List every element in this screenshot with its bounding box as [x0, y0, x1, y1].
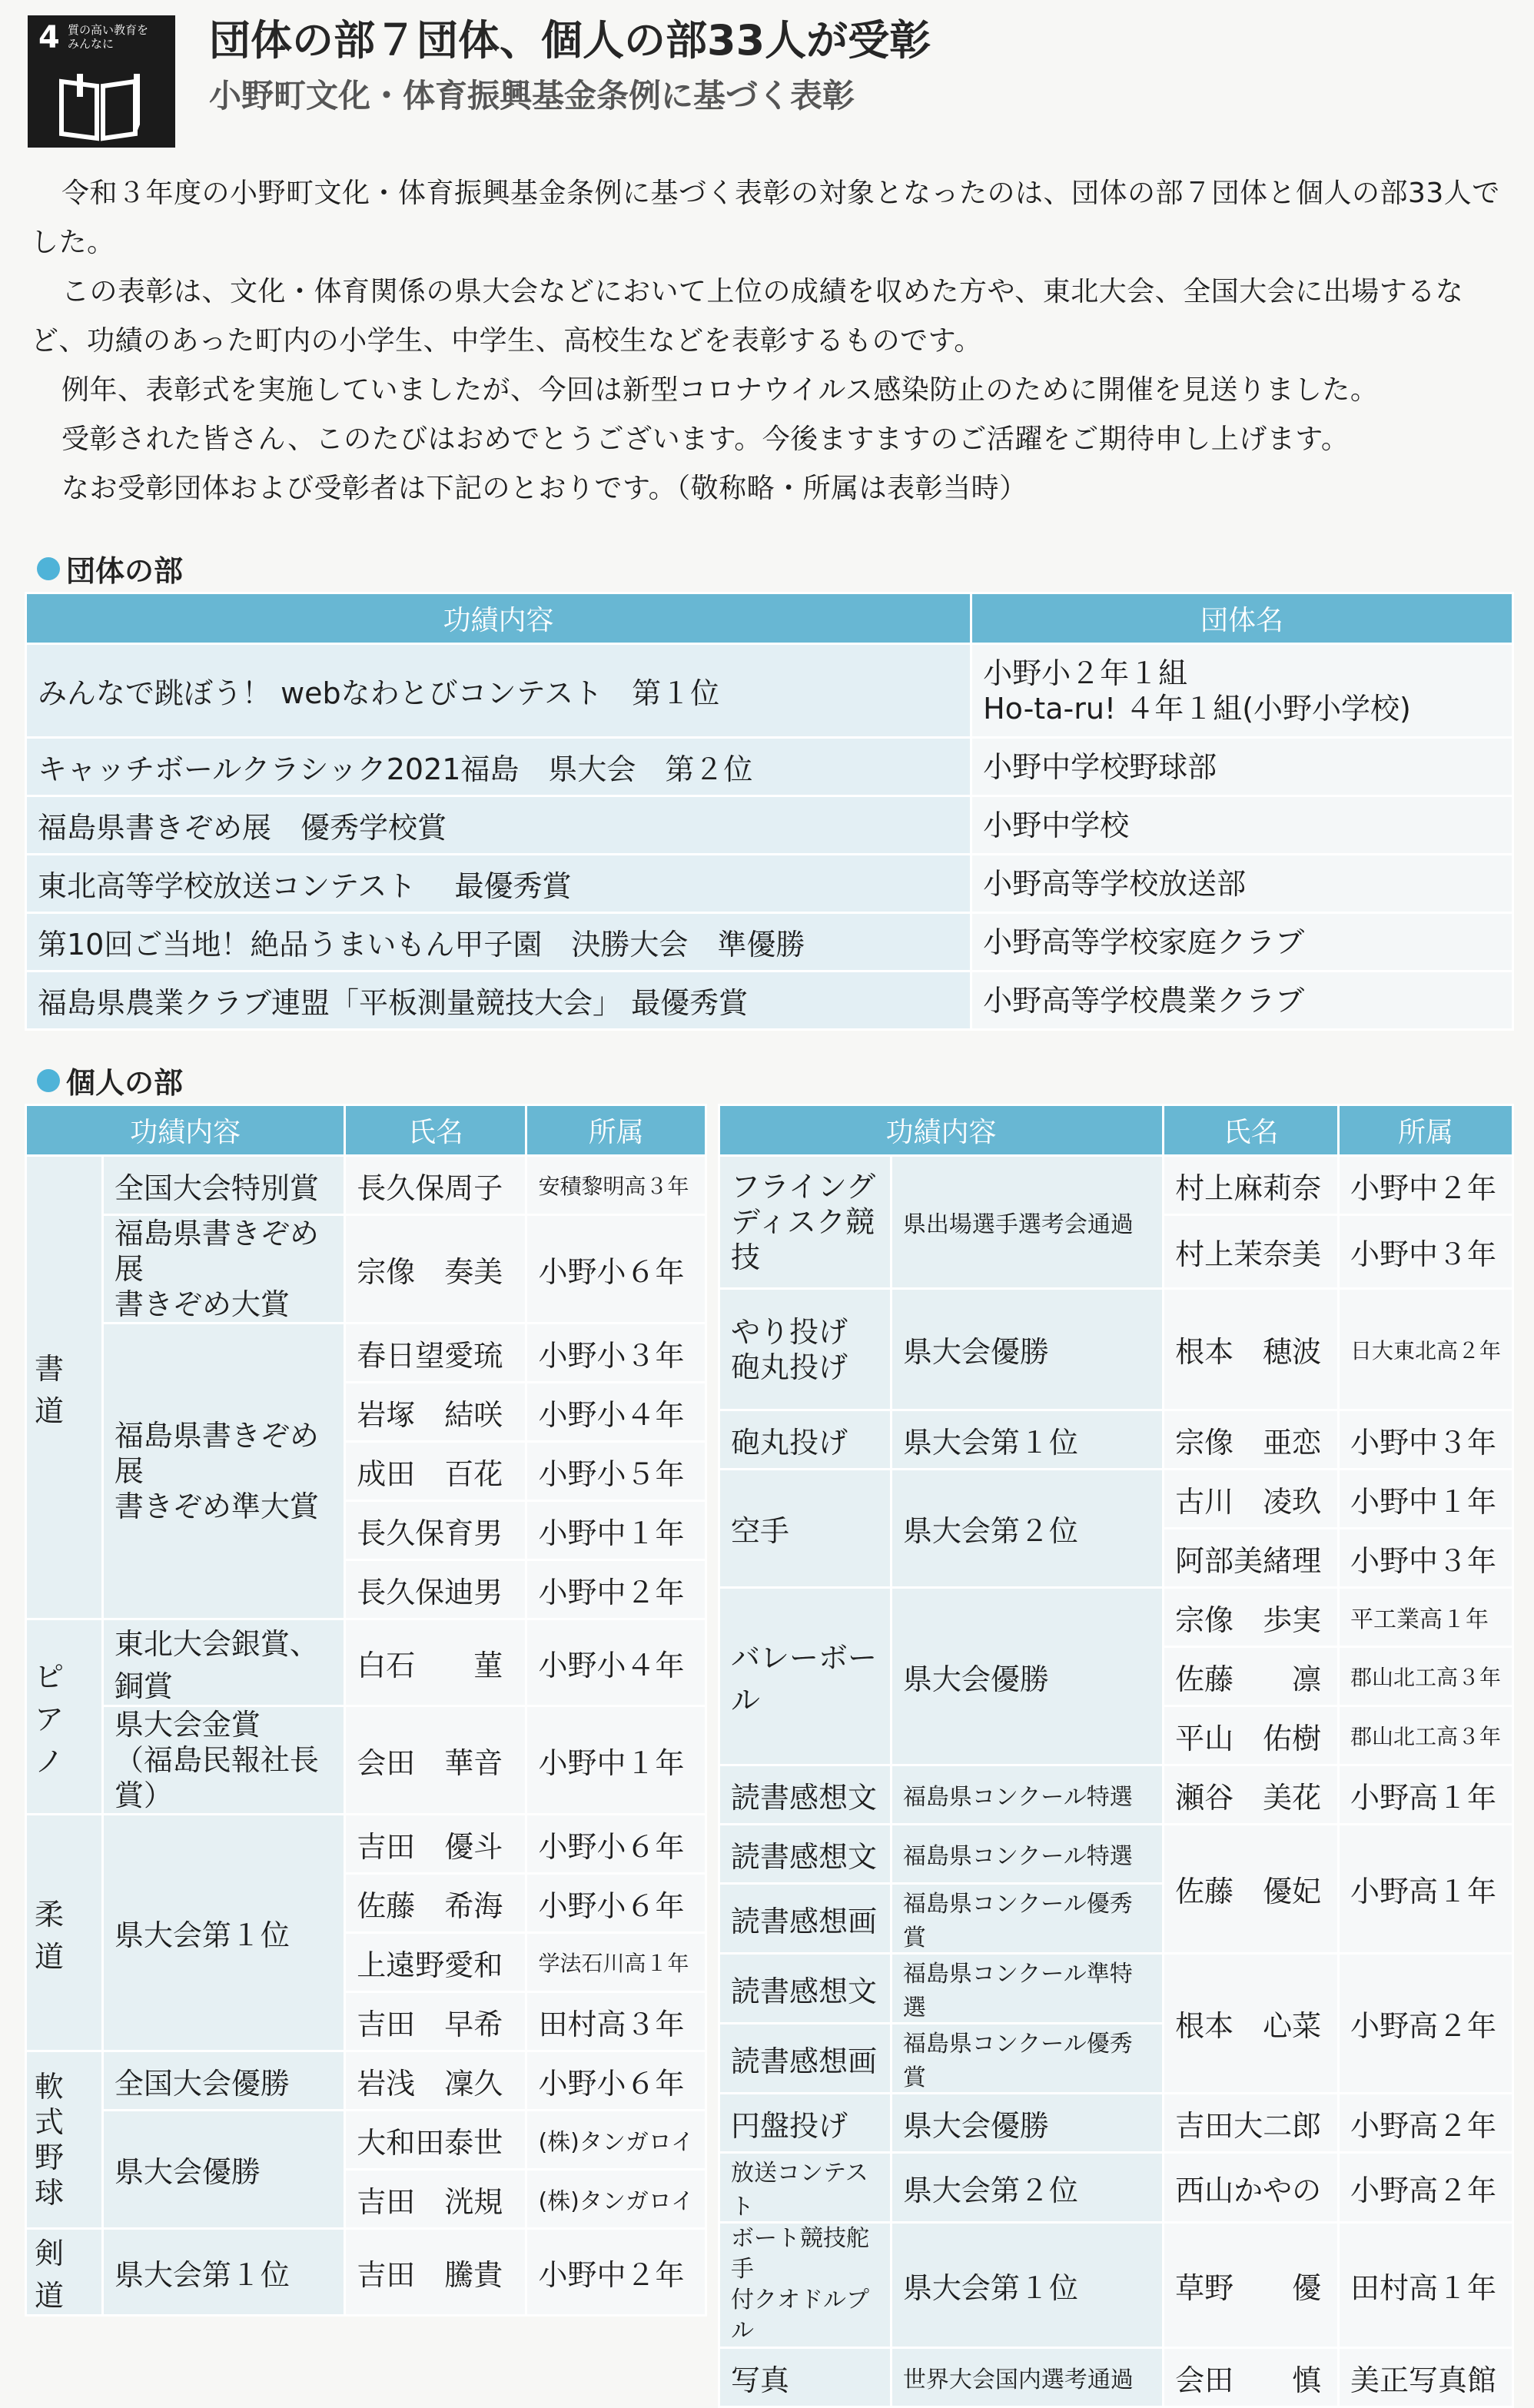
table-row [719, 1289, 1513, 1410]
col-header-achievement: 功績内容 [26, 1105, 345, 1156]
school-cell: 小野中１年 [526, 1501, 706, 1560]
result-cell: 県出場選手選考会通過 [891, 1156, 1163, 1289]
school-cell: 小野小６年 [526, 2051, 706, 2111]
table-row [719, 2153, 1513, 2223]
name-cell: 古川 凌玖 [1164, 1470, 1339, 1529]
table-row [26, 1324, 706, 1383]
table-header-row [719, 1105, 1513, 1156]
event-cell: 読書感想画 [719, 1884, 892, 1954]
school-cell: 小野小６年 [526, 1215, 706, 1324]
name-cell: 会田 慎 [1164, 2348, 1339, 2407]
name-cell: 平山 佑樹 [1164, 1706, 1339, 1765]
table-row [26, 1619, 706, 1706]
col-header-name: 氏名 [1164, 1105, 1339, 1156]
table-row [26, 2229, 706, 2316]
result-cell: 県大会第２位 [891, 2153, 1163, 2223]
intro-paragraph: 例年、表彰式を実施していましたが、今回は新型コロナウイルス感染防止のために開催を見送りました。 [61, 374, 1379, 406]
event-cell: 放送コンテスト [719, 2153, 892, 2223]
event-cell: バレーボール [719, 1588, 892, 1765]
name-cell: 岩塚 結咲 [345, 1383, 526, 1442]
table-row [26, 1156, 706, 1215]
page-title: 団体の部７団体、個人の部33人が受彰 [209, 16, 931, 65]
category-cell: 剣道 [26, 2229, 103, 2316]
name-cell: 吉田大二郎 [1164, 2094, 1339, 2153]
school-cell: 小野中２年 [526, 2229, 706, 2316]
school-cell: 小野小３年 [526, 1324, 706, 1383]
school-cell: 田村高１年 [1338, 2223, 1512, 2348]
achievement-cell: 福島県農業クラブ連盟「平板測量競技大会」 最優秀賞 [26, 972, 971, 1030]
bullet-dot-icon [37, 1069, 60, 1092]
table-row [719, 1825, 1513, 1884]
school-cell: 小野高１年 [1338, 1825, 1512, 1954]
sdg-goal-4-badge [28, 15, 175, 148]
result-cell: 世界大会国内選考通過 [891, 2348, 1163, 2407]
achievement-cell: 県大会優勝 [102, 2111, 344, 2229]
name-cell: 佐藤 優妃 [1164, 1825, 1339, 1954]
col-header-name: 氏名 [345, 1105, 526, 1156]
table-row [26, 1706, 706, 1815]
achievement-cell: 東北大会銀賞、銅賞 [102, 1619, 344, 1706]
individual-awards-table-right [718, 1104, 1514, 2408]
result-cell: 福島県コンクール特選 [891, 1825, 1163, 1884]
school-cell: 田村高３年 [526, 1992, 706, 2051]
name-cell: 長久保周子 [345, 1156, 526, 1215]
event-cell: やり投げ 砲丸投げ [719, 1289, 892, 1410]
table-header-row [26, 1105, 706, 1156]
achievement-cell: 県大会第１位 [102, 1815, 344, 2051]
table-row [26, 644, 1513, 738]
table-row [26, 1215, 706, 1324]
school-cell: 小野高２年 [1338, 2094, 1512, 2153]
table-row [719, 2348, 1513, 2407]
name-cell: 上遠野愛和 [345, 1933, 526, 1992]
table-header-row [26, 593, 1513, 644]
name-cell: 成田 百花 [345, 1442, 526, 1501]
school-cell: 小野中１年 [1338, 1470, 1512, 1529]
school-cell: 小野小６年 [526, 1874, 706, 1933]
name-cell: 大和田泰世 [345, 2111, 526, 2170]
result-cell: 県大会第１位 [891, 2223, 1163, 2348]
event-cell: 砲丸投げ [719, 1410, 892, 1470]
name-cell: 佐藤 凛 [1164, 1647, 1339, 1706]
page-subtitle: 小野町文化・体育振興基金条例に基づく表彰 [209, 77, 855, 115]
category-cell: 軟式 野球 [26, 2051, 103, 2229]
table-row [719, 1470, 1513, 1529]
col-header-group-name: 団体名 [971, 593, 1513, 644]
intro-paragraph: 令和３年度の小野町文化・体育振興基金条例に基づく表彰の対象となったのは、団体の部７団体と個人の部33人でした。 [31, 178, 1500, 258]
category-cell: 書道 [26, 1156, 103, 1619]
event-cell: 空手 [719, 1470, 892, 1588]
table-row [719, 2223, 1513, 2348]
school-cell: (株)タンガロイ [526, 2111, 706, 2170]
table-row [719, 1588, 1513, 1647]
name-cell: 阿部美緒理 [1164, 1529, 1339, 1588]
name-cell: 長久保迪男 [345, 1560, 526, 1619]
book-icon [58, 71, 144, 140]
individual-awards-table-left [25, 1104, 707, 2317]
event-cell: 円盤投げ [719, 2094, 892, 2153]
name-cell: 草野 優 [1164, 2223, 1339, 2348]
name-cell: 佐藤 希海 [345, 1874, 526, 1933]
achievement-cell: キャッチボールクラシック2021福島 県大会 第２位 [26, 738, 971, 796]
school-cell: 小野小５年 [526, 1442, 706, 1501]
group-section-heading: 団体の部 [37, 547, 183, 590]
table-row [719, 1954, 1513, 2024]
result-cell: 県大会優勝 [891, 2094, 1163, 2153]
name-cell: 吉田 騰貴 [345, 2229, 526, 2316]
school-cell: 小野小６年 [526, 1815, 706, 1874]
school-cell: 小野中３年 [1338, 1410, 1512, 1470]
table-row [26, 796, 1513, 855]
school-cell: 小野小４年 [526, 1619, 706, 1706]
school-cell: 小野中３年 [1338, 1215, 1512, 1289]
table-row [26, 913, 1513, 972]
school-cell: 美正写真館 [1338, 2348, 1512, 2407]
intro-text [31, 169, 1514, 513]
event-cell: フライング ディスク競技 [719, 1156, 892, 1289]
event-cell: 読書感想文 [719, 1825, 892, 1884]
table-row [719, 1765, 1513, 1825]
name-cell: 村上茉奈美 [1164, 1215, 1339, 1289]
achievement-cell: 県大会金賞 （福島民報社長賞） [102, 1706, 344, 1815]
result-cell: 県大会第１位 [891, 1410, 1163, 1470]
event-cell: 読書感想文 [719, 1765, 892, 1825]
name-cell: 吉田 早希 [345, 1992, 526, 2051]
col-header-achievement: 功績内容 [26, 593, 971, 644]
name-cell: 瀬谷 美花 [1164, 1765, 1339, 1825]
category-cell: 柔道 [26, 1815, 103, 2051]
name-cell: 長久保育男 [345, 1501, 526, 1560]
achievement-cell: 全国大会優勝 [102, 2051, 344, 2111]
school-cell: 小野中２年 [526, 1560, 706, 1619]
name-cell: 根本 心菜 [1164, 1954, 1339, 2094]
table-row [26, 855, 1513, 913]
intro-paragraph: 受彰された皆さん、このたびはおめでとうございます。今後ますますのご活躍をご期待申し上げます。 [61, 423, 1350, 455]
school-cell: 郡山北工高３年 [1338, 1647, 1512, 1706]
group-name-cell: 小野小２年１組 Ho-ta-ru! ４年１組(小野小学校) [971, 644, 1513, 738]
sdg-label: 質の高い教育を みんなに [68, 23, 149, 51]
school-cell: 小野高２年 [1338, 2153, 1512, 2223]
school-cell: 郡山北工高３年 [1338, 1706, 1512, 1765]
school-cell: 小野中３年 [1338, 1529, 1512, 1588]
name-cell: 根本 穂波 [1164, 1289, 1339, 1410]
achievement-cell: 福島県書きぞめ展 優秀学校賞 [26, 796, 971, 855]
result-cell: 県大会第２位 [891, 1470, 1163, 1588]
achievement-cell: 福島県書きぞめ展 書きぞめ大賞 [102, 1215, 344, 1324]
school-cell: 小野高２年 [1338, 1954, 1512, 2094]
event-cell: ボート競技舵手 付クオドルプル [719, 2223, 892, 2348]
name-cell: 春日望愛琉 [345, 1324, 526, 1383]
school-cell: 小野高１年 [1338, 1765, 1512, 1825]
school-cell: 小野小４年 [526, 1383, 706, 1442]
school-cell: 学法石川高１年 [526, 1933, 706, 1992]
sdg-number: 4 [38, 20, 60, 55]
achievement-cell: みんなで跳ぼう！ webなわとびコンテスト 第１位 [26, 644, 971, 738]
group-name-cell: 小野中学校野球部 [971, 738, 1513, 796]
name-cell: 村上麻莉奈 [1164, 1156, 1339, 1215]
result-cell: 福島県コンクール準特選 [891, 1954, 1163, 2024]
name-cell: 吉田 優斗 [345, 1815, 526, 1874]
school-cell: 小野中２年 [1338, 1156, 1512, 1215]
school-cell: 日大東北高２年 [1338, 1289, 1512, 1410]
result-cell: 県大会優勝 [891, 1588, 1163, 1765]
achievement-cell: 福島県書きぞめ展 書きぞめ準大賞 [102, 1324, 344, 1619]
table-row [26, 972, 1513, 1030]
intro-paragraph: なお受彰団体および受彰者は下記のとおりです。（敬称略・所属は表彰当時） [61, 473, 1028, 504]
school-cell: 平工業高１年 [1338, 1588, 1512, 1647]
table-row [26, 738, 1513, 796]
individual-section-heading: 個人の部 [37, 1059, 183, 1101]
bullet-dot-icon [37, 557, 60, 580]
category-cell: ピアノ [26, 1619, 103, 1815]
table-row [26, 2051, 706, 2111]
event-cell: 読書感想文 [719, 1954, 892, 2024]
table-row [26, 2111, 706, 2170]
intro-paragraph: この表彰は、文化・体育関係の県大会などにおいて上位の成績を収めた方や、東北大会、全国大会に出場するなど、功績のあった町内の小学生、中学生、高校生などを表彰するものです。 [31, 276, 1464, 357]
group-name-cell: 小野高等学校放送部 [971, 855, 1513, 913]
table-row [719, 1410, 1513, 1470]
name-cell: 西山かやの [1164, 2153, 1339, 2223]
table-row [719, 2094, 1513, 2153]
col-header-school: 所属 [1338, 1105, 1512, 1156]
group-name-cell: 小野高等学校家庭クラブ [971, 913, 1513, 972]
achievement-cell: 県大会第１位 [102, 2229, 344, 2316]
name-cell: 宗像 奏美 [345, 1215, 526, 1324]
result-cell: 県大会優勝 [891, 1289, 1163, 1410]
event-cell: 読書感想画 [719, 2024, 892, 2094]
achievement-cell: 第10回ご当地！絶品うまいもん甲子園 決勝大会 準優勝 [26, 913, 971, 972]
result-cell: 福島県コンクール優秀賞 [891, 2024, 1163, 2094]
name-cell: 岩浅 凜久 [345, 2051, 526, 2111]
name-cell: 吉田 洸規 [345, 2170, 526, 2229]
school-cell: 安積黎明高３年 [526, 1156, 706, 1215]
event-cell: 写真 [719, 2348, 892, 2407]
group-name-cell: 小野中学校 [971, 796, 1513, 855]
name-cell: 宗像 亜恋 [1164, 1410, 1339, 1470]
achievement-cell: 全国大会特別賞 [102, 1156, 344, 1215]
school-cell: (株)タンガロイ [526, 2170, 706, 2229]
col-header-achievement: 功績内容 [719, 1105, 1164, 1156]
result-cell: 福島県コンクール優秀賞 [891, 1884, 1163, 1954]
col-header-school: 所属 [526, 1105, 706, 1156]
result-cell: 福島県コンクール特選 [891, 1765, 1163, 1825]
group-awards-table [25, 592, 1514, 1031]
school-cell: 小野中１年 [526, 1706, 706, 1815]
table-row [719, 1156, 1513, 1215]
name-cell: 白石 菫 [345, 1619, 526, 1706]
name-cell: 宗像 歩実 [1164, 1588, 1339, 1647]
achievement-cell: 東北高等学校放送コンテスト 最優秀賞 [26, 855, 971, 913]
name-cell: 会田 華音 [345, 1706, 526, 1815]
group-name-cell: 小野高等学校農業クラブ [971, 972, 1513, 1030]
table-row [26, 1815, 706, 1874]
